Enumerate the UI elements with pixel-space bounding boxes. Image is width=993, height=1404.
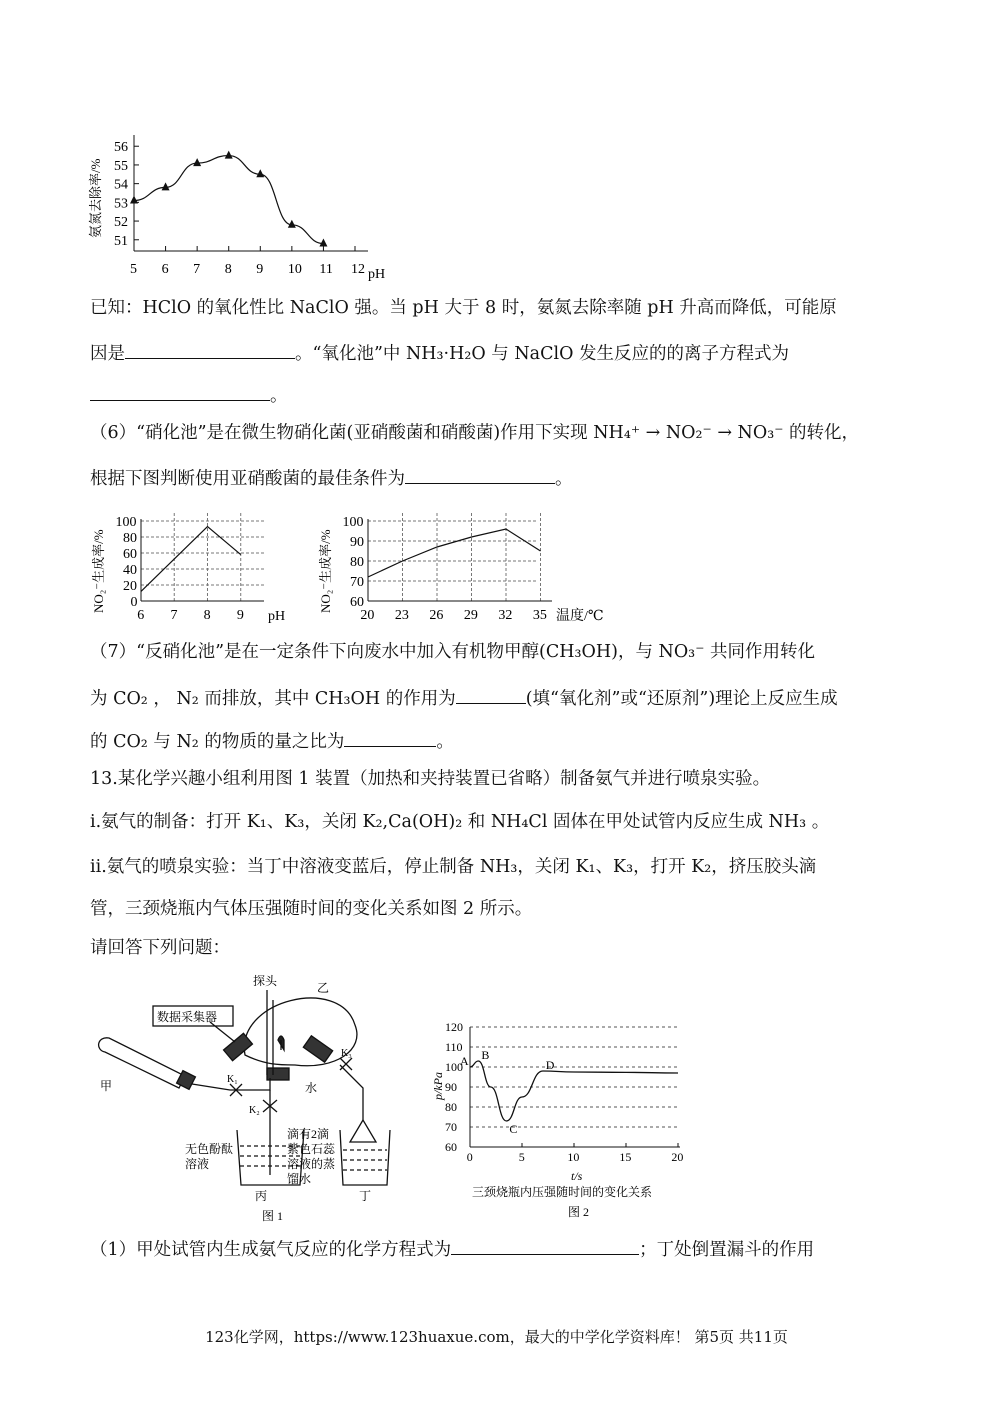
removal-rate-chart	[88, 125, 398, 285]
y-tick-label: 100	[445, 1060, 463, 1074]
pressure-curve	[470, 1061, 678, 1121]
right-neck-stopper	[303, 1036, 332, 1062]
label-bing: 丙	[255, 1189, 268, 1203]
label-sol2-b: 紫色石蕊	[287, 1142, 336, 1156]
nitrite-ph-curve	[141, 527, 241, 592]
chart4-caption: 图 2	[568, 1205, 590, 1219]
y-tick-label: 110	[445, 1040, 463, 1054]
x-tick-label: 20	[360, 608, 375, 623]
chart4-title: 三颈烧瓶内压强随时间的变化关系	[472, 1185, 653, 1199]
answer-blank-q5-equation[interactable]	[90, 384, 270, 401]
label-sol1-b: 溶液	[185, 1157, 210, 1171]
label-sol2-c: 溶液的蒸	[287, 1157, 336, 1171]
q7-role-line	[90, 687, 838, 709]
q6-question-line: （6）“硝化池”是在微生物硝化菌(亚硝酸菌和硝酸菌)作用下实现 NH₄⁺ → NO₂⁻ → NO₃⁻ 的转化，	[90, 423, 860, 443]
x-tick-label: 11	[319, 262, 333, 277]
chart1-ylabel: 氨氮去除率/%	[88, 158, 103, 238]
q6-condition-line	[90, 467, 573, 489]
nitrite-temperature-chart	[312, 505, 622, 627]
q5-cause-line	[90, 342, 789, 364]
q7-question-line: （7）“反硝化池”是在一定条件下向废水中加入有机物甲醇(CH₃OH)，与 NO₃⁻ 共同作用转化	[90, 642, 815, 662]
data-point-triangle	[162, 182, 170, 190]
label-k2: K₂	[249, 1105, 260, 1116]
q7-ratio-prompt: 的 CO₂ 与 N₂ 的物质的量之比为	[90, 732, 345, 752]
chart1-xlabel: pH	[368, 267, 386, 282]
y-tick-label: 120	[445, 1020, 463, 1034]
label-k3: K₃	[341, 1048, 352, 1059]
point-label-d: D	[545, 1058, 555, 1072]
label-probe: 探头	[253, 974, 278, 988]
y-tick-label: 80	[350, 555, 364, 570]
chart3-ylabel: NO₂⁻生成率/%	[318, 529, 333, 613]
valve-k3	[340, 1058, 352, 1070]
x-tick-label: 7	[193, 262, 201, 277]
y-tick-label: 51	[114, 233, 128, 249]
label-yi: 乙	[317, 981, 330, 995]
x-tick-label: 23	[394, 608, 409, 623]
y-tick-label: 0	[130, 595, 138, 610]
y-tick-label: 40	[123, 563, 137, 578]
q13-1-funnel-prompt: ；丁处倒置漏斗的作用	[639, 1240, 815, 1260]
label-collector: 数据采集器	[157, 1010, 218, 1024]
x-tick-label: 10	[287, 262, 302, 277]
nitrite-ph-chart	[88, 505, 300, 627]
y-tick-label: 100	[115, 515, 137, 530]
x-tick-label: 26	[429, 608, 444, 623]
answer-blank-q7-ratio[interactable]	[344, 730, 436, 747]
label-sol2-a: 滴有2滴	[287, 1127, 330, 1141]
q13-1-prompt: （1）甲处试管内生成氨气反应的化学方程式为	[90, 1240, 452, 1260]
x-tick-label: 15	[619, 1150, 632, 1164]
nitrite-temperature-curve	[368, 529, 541, 577]
chart4-xlabel: t/s	[571, 1169, 583, 1183]
removal-rate-curve	[134, 156, 323, 244]
q13-step-ii-line1: ii.氨气的喷泉实验：当丁中溶液变蓝后，停止制备 NH₃，关闭 K₁、K₃，打开 K₂，挤压胶头滴	[90, 857, 817, 877]
label-sol2-d: 馏水	[287, 1172, 312, 1186]
chart2-xlabel: pH	[268, 609, 286, 624]
q7-role-hint: (填“氧化剂”或“还原剂”)理论上反应生成	[525, 689, 838, 709]
rubber-dropper	[278, 1036, 284, 1050]
q5-known-line: 已知：HClO 的氧化性比 NaClO 强。当 pH 大于 8 时，氨氮去除率随 pH 升高而降低，可能原	[90, 298, 837, 318]
x-tick-label: 0	[466, 1150, 473, 1164]
q5-equation-prompt: 。“氧化池”中 NH₃·H₂O 与 NaClO 发生反应的的离子方程式为	[295, 344, 789, 364]
data-point-triangle	[225, 151, 233, 159]
x-tick-label: 20	[671, 1150, 684, 1164]
apparatus-figure	[95, 970, 425, 1225]
beaker-ding	[340, 1130, 390, 1185]
data-point-triangle	[193, 158, 201, 166]
y-tick-label: 70	[350, 575, 364, 590]
answer-blank-q6[interactable]	[405, 467, 555, 484]
chart4-ylabel: p/kPa	[431, 1072, 445, 1100]
chart2-ylabel: NO₂⁻生成率/%	[91, 529, 106, 613]
q7-role-prompt: 为 CO₂ ， N₂ 而排放，其中 CH₃OH 的作用为	[90, 689, 456, 709]
y-tick-label: 56	[114, 140, 128, 156]
y-tick-label: 52	[114, 215, 128, 231]
q13-step-i: i.氨气的制备：打开 K₁、K₃，关闭 K₂,Ca(OH)₂ 和 NH₄Cl 固体在甲处试管内反应生成 NH₃ 。	[90, 812, 830, 832]
data-point-triangle	[319, 239, 327, 247]
q13-step-ii-line2: 管，三颈烧瓶内气体压强随时间的变化关系如图 2 所示。	[90, 899, 533, 919]
q7-end-mark: 。	[436, 732, 454, 752]
y-tick-label: 55	[114, 158, 128, 174]
y-tick-label: 100	[342, 515, 364, 530]
q13-1-line	[90, 1238, 814, 1260]
data-point-triangle	[256, 169, 264, 177]
x-tick-label: 5	[130, 262, 137, 277]
q13-prompt: 请回答下列问题：	[90, 938, 230, 958]
x-tick-label: 9	[256, 262, 264, 277]
x-tick-label: 5	[518, 1150, 525, 1164]
chart3-xlabel: 温度/℃	[556, 609, 604, 624]
answer-blank-q7-role[interactable]	[456, 687, 526, 704]
x-tick-label: 29	[463, 608, 478, 623]
q6-condition-prompt: 根据下图判断使用亚硝酸菌的最佳条件为	[90, 469, 405, 489]
answer-blank-q13-1[interactable]	[451, 1238, 639, 1255]
figure1-caption: 图 1	[262, 1209, 284, 1223]
inverted-funnel	[350, 1120, 376, 1142]
x-tick-label: 35	[532, 608, 547, 623]
q7-ratio-line	[90, 730, 454, 752]
label-jia: 甲	[100, 1079, 113, 1093]
answer-blank-q5-cause[interactable]	[125, 342, 295, 359]
x-tick-label: 12	[351, 262, 365, 277]
page-footer: 123化学网，https://www.123huaxue.com，最大的中学化学资料库！ 第5页 共11页	[205, 1328, 788, 1346]
label-water: 水	[305, 1081, 318, 1095]
y-tick-label: 60	[445, 1140, 457, 1154]
x-tick-label: 10	[567, 1150, 580, 1164]
x-tick-label: 6	[161, 262, 169, 277]
label-k1: K₁	[227, 1074, 238, 1085]
y-tick-label: 90	[350, 535, 364, 550]
q6-end-mark: 。	[555, 469, 573, 489]
x-tick-label: 6	[137, 608, 145, 623]
pressure-time-chart	[430, 1015, 700, 1225]
point-label-c: C	[509, 1122, 518, 1136]
q13-stem: 13.某化学兴趣小组利用图 1 装置（加热和夹持装置已省略）制备氨气并进行喷泉实验。	[90, 769, 771, 789]
q5-equation-line	[90, 384, 288, 406]
y-tick-label: 70	[445, 1120, 457, 1134]
x-tick-label: 8	[224, 262, 232, 277]
q5-end-mark: 。	[270, 386, 288, 406]
y-tick-label: 60	[350, 595, 364, 610]
y-tick-label: 80	[445, 1100, 457, 1114]
y-tick-label: 90	[445, 1080, 457, 1094]
x-tick-label: 8	[203, 608, 211, 623]
y-tick-label: 60	[123, 547, 137, 562]
label-sol1-a: 无色酚酞	[185, 1142, 234, 1156]
y-tick-label: 80	[123, 531, 137, 546]
point-label-b: B	[481, 1048, 490, 1062]
point-label-a: A	[460, 1054, 469, 1068]
q5-cause-label: 因是	[90, 344, 125, 364]
x-tick-label: 32	[498, 608, 513, 623]
y-tick-label: 20	[123, 579, 137, 594]
data-point-triangle	[130, 195, 138, 203]
y-tick-label: 53	[114, 196, 128, 212]
x-tick-label: 9	[236, 608, 244, 623]
x-tick-label: 7	[170, 608, 178, 623]
y-tick-label: 54	[114, 177, 128, 193]
label-ding: 丁	[359, 1189, 372, 1203]
